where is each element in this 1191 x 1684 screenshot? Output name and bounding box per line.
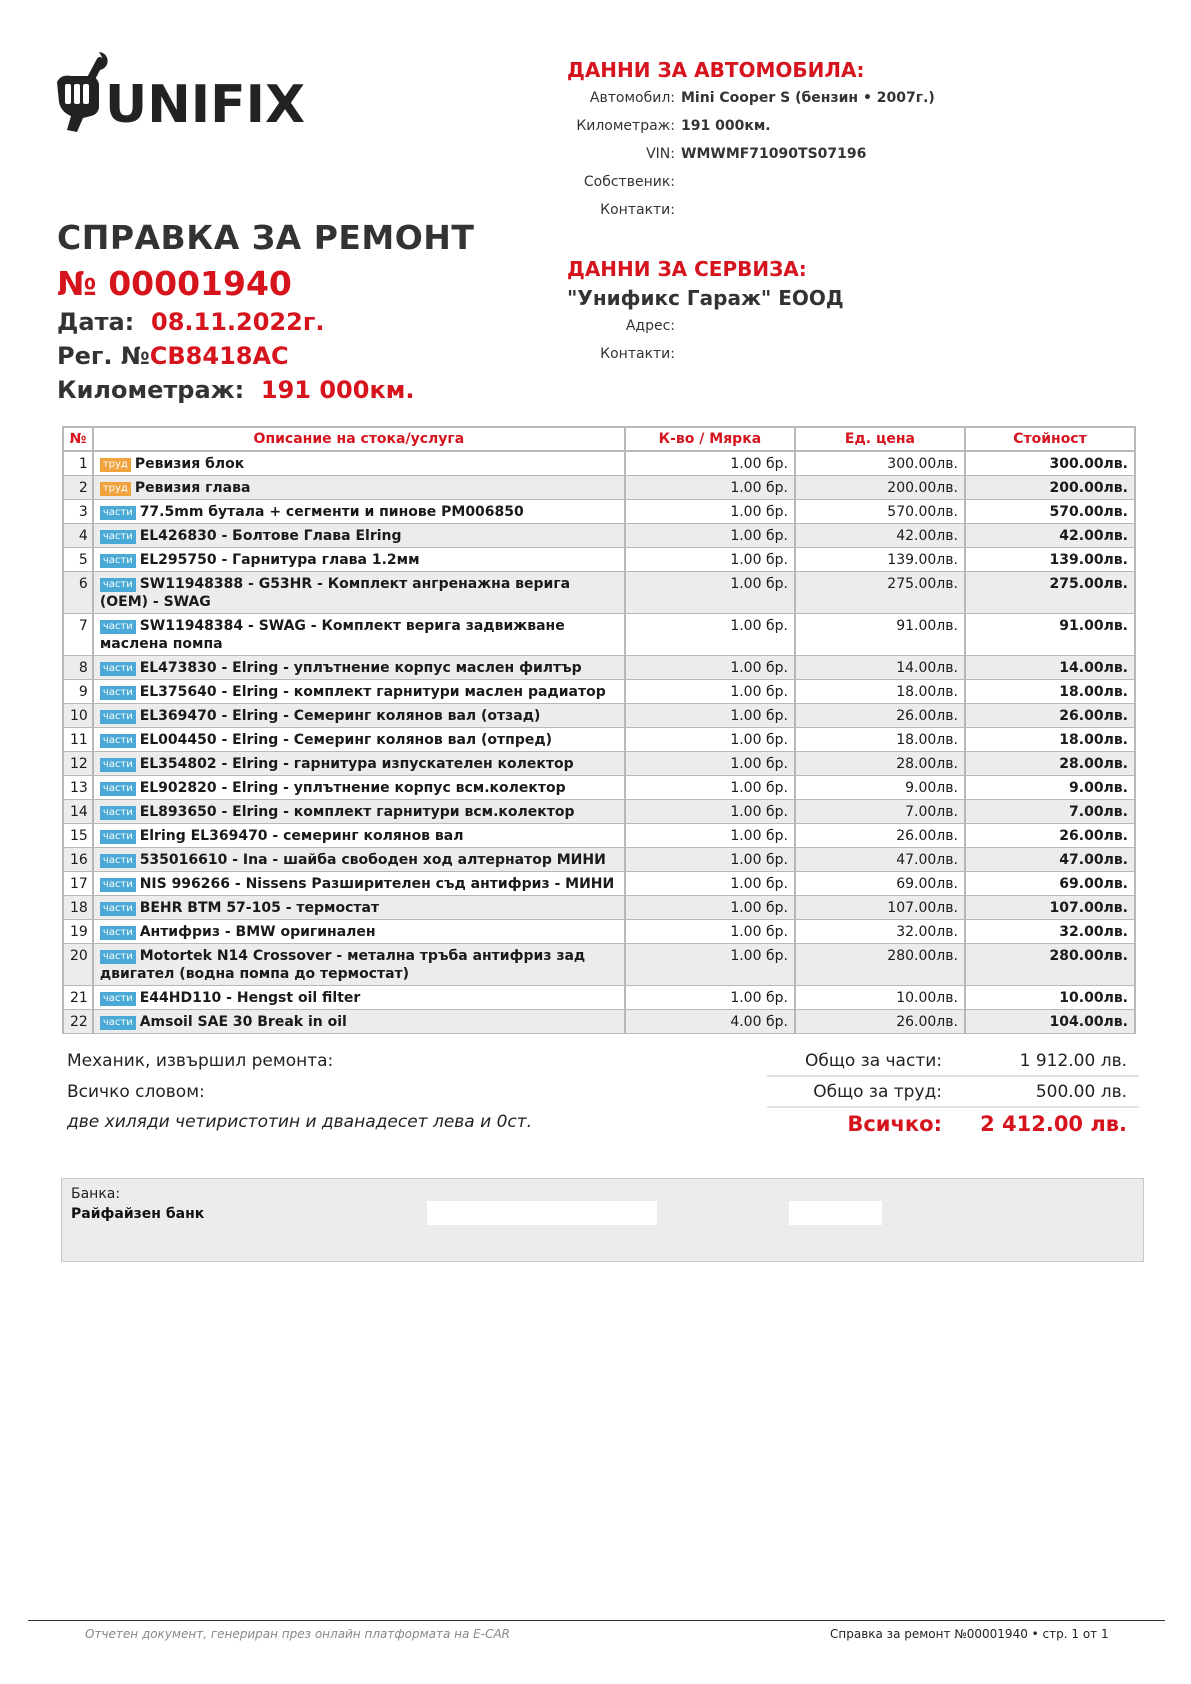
row-number: 1 (63, 451, 93, 476)
row-description (93, 548, 625, 572)
labor-tag: труд (100, 482, 131, 496)
row-description (93, 752, 625, 776)
parts-tag: части (100, 506, 136, 520)
row-quantity: 1.00 бр. (625, 572, 795, 614)
car-field-owner (565, 174, 1191, 190)
table-row (63, 896, 1135, 920)
parts-tag: части (100, 530, 136, 544)
parts-total-value: 1 912.00 лв. (1019, 1051, 1127, 1071)
table-row (63, 986, 1135, 1010)
row-description (93, 572, 625, 614)
parts-tag: части (100, 830, 136, 844)
labor-total-label: Общо за труд: (813, 1082, 942, 1102)
table-row (63, 548, 1135, 572)
row-description (93, 500, 625, 524)
row-unit-price: 107.00лв. (795, 896, 965, 920)
date-value: 08.11.2022г. (151, 308, 325, 336)
row-quantity: 1.00 бр. (625, 548, 795, 572)
car-field-vin (565, 146, 1191, 162)
row-quantity: 1.00 бр. (625, 752, 795, 776)
footer-divider (28, 1620, 1165, 1621)
row-quantity: 1.00 бр. (625, 776, 795, 800)
col-header-description: Описание на стока/услуга (93, 427, 625, 451)
row-description-text: EL295750 - Гарнитура глава 1.2мм (139, 552, 420, 568)
reg-label: Рег. № (57, 342, 150, 370)
row-number: 18 (63, 896, 93, 920)
row-description (93, 704, 625, 728)
field-value: Mini Cooper S (бензин • 2007г.) (681, 90, 935, 106)
row-total: 570.00лв. (965, 500, 1135, 524)
row-description-text: SW11948388 - G53HR - Комплект ангренажна верига (OEM) - SWAG (99, 576, 571, 610)
row-description-text: NIS 996266 - Nissens Разширителен съд антифриз - МИНИ (139, 876, 615, 892)
parts-tag: части (100, 878, 136, 892)
parts-tag: части (100, 686, 136, 700)
table-row (63, 800, 1135, 824)
row-description (93, 614, 625, 656)
row-total: 69.00лв. (965, 872, 1135, 896)
table-row (63, 752, 1135, 776)
row-quantity: 1.00 бр. (625, 848, 795, 872)
row-unit-price: 47.00лв. (795, 848, 965, 872)
row-unit-price: 32.00лв. (795, 920, 965, 944)
table-row (63, 680, 1135, 704)
field-label: Собственик: (583, 174, 675, 190)
row-description (93, 476, 625, 500)
document-date (57, 308, 324, 336)
row-unit-price: 10.00лв. (795, 986, 965, 1010)
row-description (93, 728, 625, 752)
row-description (93, 896, 625, 920)
row-description-text: Ревизия глава (134, 480, 251, 496)
row-unit-price: 28.00лв. (795, 752, 965, 776)
row-description (93, 872, 625, 896)
row-quantity: 1.00 бр. (625, 872, 795, 896)
row-description (93, 920, 625, 944)
reg-value: СВ8418АС (149, 342, 289, 370)
row-quantity: 1.00 бр. (625, 920, 795, 944)
row-unit-price: 275.00лв. (795, 572, 965, 614)
service-field-contacts (565, 346, 1191, 362)
row-total: 300.00лв. (965, 451, 1135, 476)
grand-total-row (767, 1112, 1137, 1142)
table-row (63, 572, 1135, 614)
row-description-text: SW11948384 - SWAG - Комплект верига задвижване маслена помпа (99, 618, 565, 652)
row-total: 28.00лв. (965, 752, 1135, 776)
row-quantity: 1.00 бр. (625, 500, 795, 524)
row-total: 18.00лв. (965, 680, 1135, 704)
document-number: № 00001940 (57, 264, 292, 303)
row-number: 11 (63, 728, 93, 752)
items-table (62, 426, 1136, 1034)
row-unit-price: 14.00лв. (795, 656, 965, 680)
row-total: 47.00лв. (965, 848, 1135, 872)
row-unit-price: 200.00лв. (795, 476, 965, 500)
row-description-text: EL426830 - Болтове Глава Elring (139, 528, 402, 544)
total-in-words: две хиляди четиристотин и дванадесет лева и 0ст. (67, 1112, 533, 1132)
parts-tag: части (100, 950, 136, 964)
row-description-text: Amsoil SAE 30 Break in oil (139, 1014, 347, 1030)
parts-tag: части (100, 758, 136, 772)
table-row (63, 776, 1135, 800)
row-description (93, 800, 625, 824)
parts-tag: части (100, 710, 136, 724)
row-unit-price: 9.00лв. (795, 776, 965, 800)
parts-tag: части (100, 554, 136, 568)
logo-text: UNIFIX (105, 75, 306, 135)
col-header-unit-price: Ед. цена (795, 427, 965, 451)
row-total: 18.00лв. (965, 728, 1135, 752)
mechanic-fist-icon (55, 52, 315, 136)
table-row (63, 704, 1135, 728)
row-description-text: 77.5mm бутала + сегменти и пинове PM006850 (139, 504, 524, 520)
table-row (63, 451, 1135, 476)
col-header-total: Стойност (965, 427, 1135, 451)
row-unit-price: 69.00лв. (795, 872, 965, 896)
mileage-value: 191 000км. (260, 376, 415, 404)
service-field-address (565, 318, 1191, 334)
row-quantity: 1.00 бр. (625, 524, 795, 548)
parts-tag: части (100, 620, 136, 634)
labor-total-value: 500.00 лв. (1035, 1082, 1127, 1102)
row-quantity: 1.00 бр. (625, 800, 795, 824)
table-header-row (63, 427, 1135, 451)
parts-tag: части (100, 806, 136, 820)
field-label: Автомобил: (589, 90, 675, 106)
row-description-text: EL375640 - Elring - комплект гарнитури маслен радиатор (139, 684, 606, 700)
row-description-text: EL004450 - Elring - Семеринг колянов вал (отпред) (139, 732, 553, 748)
row-unit-price: 280.00лв. (795, 944, 965, 986)
table-row (63, 476, 1135, 500)
footer-note: Отчетен документ, генериран през онлайн платформата на E-CAR (85, 1627, 510, 1641)
words-label: Всичко словом: (67, 1082, 205, 1102)
row-description (93, 1010, 625, 1034)
bank-name: Райфайзен банк (71, 1206, 205, 1222)
bank-blank-field (789, 1201, 882, 1225)
mechanic-label: Механик, извършил ремонта: (67, 1051, 334, 1071)
row-number: 3 (63, 500, 93, 524)
row-quantity: 4.00 бр. (625, 1010, 795, 1034)
row-description (93, 451, 625, 476)
table-row (63, 728, 1135, 752)
row-number: 8 (63, 656, 93, 680)
row-description-text: Ревизия блок (134, 456, 245, 472)
service-name: "Унификс Гараж" ЕООД (567, 286, 844, 310)
row-number: 9 (63, 680, 93, 704)
table-row (63, 500, 1135, 524)
parts-total-label: Общо за части: (804, 1051, 942, 1071)
bank-label: Банка: (71, 1186, 121, 1202)
row-number: 16 (63, 848, 93, 872)
row-total: 32.00лв. (965, 920, 1135, 944)
car-field-mileage (565, 118, 1191, 134)
row-total: 14.00лв. (965, 656, 1135, 680)
row-description-text: E44HD110 - Hengst oil filter (139, 990, 361, 1006)
bank-box (61, 1178, 1144, 1262)
parts-tag: части (100, 782, 136, 796)
row-description (93, 848, 625, 872)
row-description-text: EL473830 - Elring - уплътнение корпус маслен филтър (139, 660, 582, 676)
parts-tag: части (100, 854, 136, 868)
parts-tag: части (100, 578, 136, 592)
parts-tag: части (100, 662, 136, 676)
row-number: 12 (63, 752, 93, 776)
row-quantity: 1.00 бр. (625, 680, 795, 704)
date-label: Дата: (57, 308, 135, 336)
col-header-quantity: К-во / Мярка (625, 427, 795, 451)
table-row (63, 944, 1135, 986)
row-description (93, 986, 625, 1010)
parts-tag: части (100, 734, 136, 748)
row-unit-price: 570.00лв. (795, 500, 965, 524)
row-quantity: 1.00 бр. (625, 704, 795, 728)
parts-tag: части (100, 902, 136, 916)
row-number: 14 (63, 800, 93, 824)
labor-tag: труд (100, 458, 131, 472)
row-unit-price: 26.00лв. (795, 824, 965, 848)
parts-tag: части (100, 992, 136, 1006)
row-total: 26.00лв. (965, 704, 1135, 728)
table-row (63, 848, 1135, 872)
field-label: Контакти: (600, 346, 675, 362)
row-number: 2 (63, 476, 93, 500)
row-description-text: Антифриз - BMW оригинален (139, 924, 376, 940)
parts-tag: части (100, 1016, 136, 1030)
field-label: Адрес: (625, 318, 675, 334)
row-description (93, 656, 625, 680)
row-description (93, 680, 625, 704)
table-row (63, 920, 1135, 944)
table-row (63, 614, 1135, 656)
document-reg (57, 342, 289, 370)
document-mileage (57, 376, 414, 404)
row-description-text: 535016610 - Ina - шайба свободен ход алтернатор МИНИ (139, 852, 606, 868)
row-quantity: 1.00 бр. (625, 451, 795, 476)
row-total: 42.00лв. (965, 524, 1135, 548)
grand-total-value: 2 412.00 лв. (980, 1112, 1127, 1136)
row-quantity: 1.00 бр. (625, 476, 795, 500)
bank-blank-field (427, 1201, 657, 1225)
row-unit-price: 7.00лв. (795, 800, 965, 824)
row-number: 7 (63, 614, 93, 656)
row-number: 21 (63, 986, 93, 1010)
row-unit-price: 26.00лв. (795, 704, 965, 728)
row-total: 280.00лв. (965, 944, 1135, 986)
row-unit-price: 42.00лв. (795, 524, 965, 548)
row-description (93, 944, 625, 986)
row-number: 6 (63, 572, 93, 614)
row-description-text: EL902820 - Elring - уплътнение корпус всм.колектор (139, 780, 566, 796)
table-row (63, 824, 1135, 848)
table-row (63, 524, 1135, 548)
col-header-number: № (63, 427, 93, 451)
row-number: 17 (63, 872, 93, 896)
row-total: 107.00лв. (965, 896, 1135, 920)
row-total: 7.00лв. (965, 800, 1135, 824)
field-value: 191 000км. (681, 118, 771, 134)
grand-total-label: Всичко: (847, 1112, 942, 1136)
row-description-text: Elring EL369470 - семеринг колянов вал (139, 828, 464, 844)
row-unit-price: 26.00лв. (795, 1010, 965, 1034)
row-description-text: BEHR BTM 57-105 - термостат (139, 900, 380, 916)
row-total: 275.00лв. (965, 572, 1135, 614)
document-title: СПРАВКА ЗА РЕМОНТ (57, 218, 475, 257)
service-data-heading: ДАННИ ЗА СЕРВИЗА: (567, 257, 807, 281)
mileage-label: Километраж: (57, 376, 245, 404)
row-number: 20 (63, 944, 93, 986)
row-description (93, 776, 625, 800)
row-quantity: 1.00 бр. (625, 614, 795, 656)
summary-divider (767, 1075, 1139, 1077)
row-total: 26.00лв. (965, 824, 1135, 848)
row-total: 91.00лв. (965, 614, 1135, 656)
row-description-text: EL893650 - Elring - комплект гарнитури всм.колектор (139, 804, 575, 820)
row-total: 139.00лв. (965, 548, 1135, 572)
row-number: 4 (63, 524, 93, 548)
footer-page-info: Справка за ремонт №00001940 • стр. 1 от 1 (830, 1627, 1109, 1641)
row-description (93, 524, 625, 548)
row-number: 10 (63, 704, 93, 728)
summary-divider (767, 1106, 1139, 1108)
row-total: 104.00лв. (965, 1010, 1135, 1034)
row-description-text: EL354802 - Elring - гарнитура изпускателен колектор (139, 756, 574, 772)
unifix-logo (55, 52, 315, 136)
row-total: 200.00лв. (965, 476, 1135, 500)
row-description-text: Motortek N14 Crossover - метална тръба антифриз зад двигател (водна помпа до термостат) (99, 948, 586, 982)
row-quantity: 1.00 бр. (625, 896, 795, 920)
table-row (63, 656, 1135, 680)
field-label: Километраж: (576, 118, 675, 134)
parts-tag: части (100, 926, 136, 940)
row-description-text: EL369470 - Elring - Семеринг колянов вал (отзад) (139, 708, 541, 724)
car-field-model (565, 90, 1191, 106)
row-unit-price: 300.00лв. (795, 451, 965, 476)
row-number: 19 (63, 920, 93, 944)
row-number: 13 (63, 776, 93, 800)
row-description (93, 824, 625, 848)
row-quantity: 1.00 бр. (625, 824, 795, 848)
field-label: Контакти: (600, 202, 675, 218)
row-unit-price: 91.00лв. (795, 614, 965, 656)
row-quantity: 1.00 бр. (625, 728, 795, 752)
table-row (63, 872, 1135, 896)
car-data-heading: ДАННИ ЗА АВТОМОБИЛА: (567, 58, 865, 82)
row-number: 15 (63, 824, 93, 848)
row-unit-price: 139.00лв. (795, 548, 965, 572)
row-number: 22 (63, 1010, 93, 1034)
row-quantity: 1.00 бр. (625, 944, 795, 986)
row-total: 9.00лв. (965, 776, 1135, 800)
car-field-contacts (565, 202, 1191, 218)
row-total: 10.00лв. (965, 986, 1135, 1010)
row-unit-price: 18.00лв. (795, 728, 965, 752)
row-quantity: 1.00 бр. (625, 986, 795, 1010)
row-quantity: 1.00 бр. (625, 656, 795, 680)
field-value: WMWMF71090TS07196 (681, 146, 867, 162)
field-label: VIN: (646, 146, 675, 162)
row-unit-price: 18.00лв. (795, 680, 965, 704)
row-number: 5 (63, 548, 93, 572)
table-row (63, 1010, 1135, 1034)
